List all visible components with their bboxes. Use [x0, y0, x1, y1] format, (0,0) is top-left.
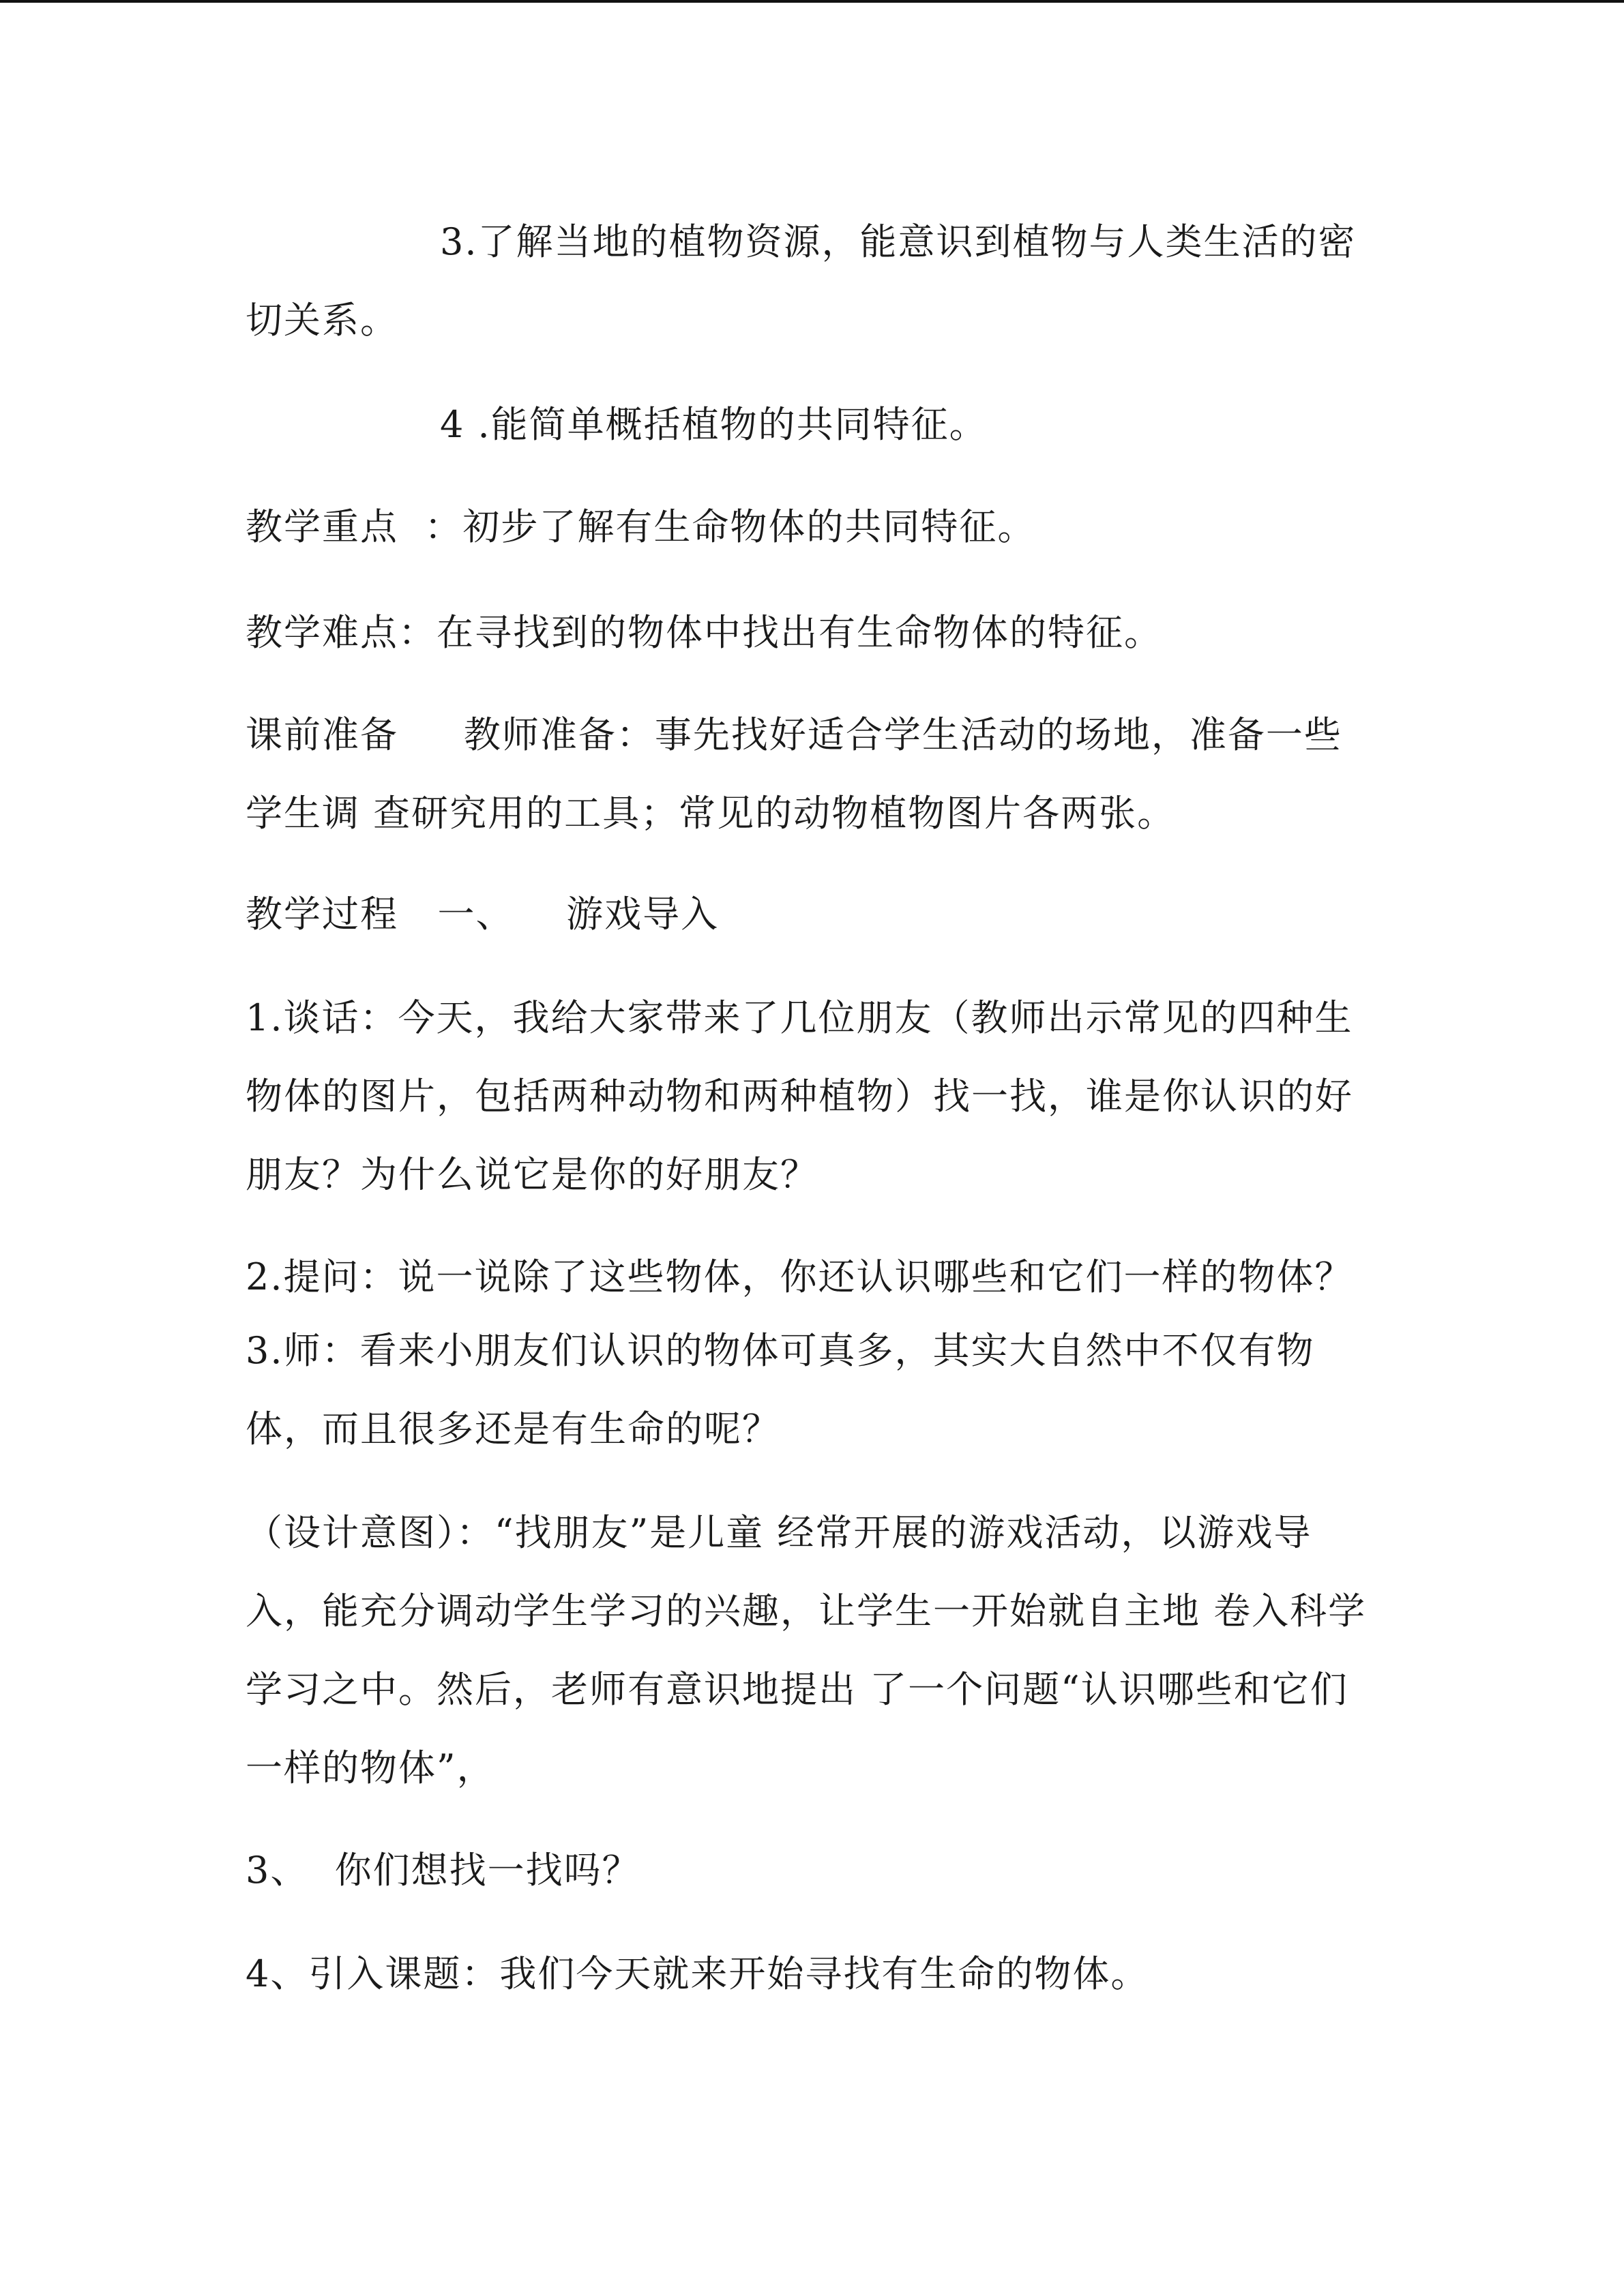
process-heading: 教学过程 一、 游戏导入: [246, 893, 720, 936]
design-intent-line-1: （设计意图）：“找朋友”是儿童 经常开展的游戏活动，以游戏导: [246, 1511, 1312, 1554]
objective-3-line-1: 3.了解当地的植物资源，能意识到植物与人类生活的密: [440, 220, 1357, 263]
step-3-line-2: 体，而且很多还是有生命的呢？: [246, 1407, 780, 1450]
step-2: 2.提问：说一说除了这些物体，你还认识哪些和它们一样的物体？: [246, 1255, 1353, 1298]
step-4-intro-topic: 4、引入课题：我们今天就来开始寻找有生命的物体。: [246, 1952, 1149, 1995]
step-3-question: 3、 你们想找一找吗？: [246, 1849, 640, 1892]
objective-4: 4 .能简单概括植物的共同特征。: [440, 403, 988, 446]
step-1-line-1: 1.谈话：今天，我给大家带来了几位朋友（教师出示常见的四种生: [246, 996, 1353, 1039]
teaching-difficulty: 教学难点：在寻找到的物体中找出有生命物体的特征。: [246, 611, 1162, 654]
objective-3-line-2: 切关系。: [246, 299, 398, 342]
design-intent-line-3: 学习之中。然后，老师有意识地提出 了一个问题“认识哪些和它们: [246, 1668, 1348, 1711]
design-intent-line-4: 一样的物体”，: [246, 1746, 495, 1789]
preparation-line-1: 课前准备 教师准备：事先找好适合学生活动的场地，准备一些: [246, 713, 1342, 756]
teaching-key-point: 教学重点 ：初步了解有生命物体的共同特征。: [246, 505, 1036, 548]
step-1-line-2: 物体的图片，包括两种动物和两种植物）找一找，谁是你认识的好: [246, 1075, 1353, 1118]
design-intent-line-2: 入，能充分调动学生学习的兴趣，让学生一开始就自主地 卷入科学: [246, 1590, 1367, 1632]
step-1-line-3: 朋友？为什么说它是你的好朋友？: [246, 1153, 818, 1196]
step-3-line-1: 3.师：看来小朋友们认识的物体可真多，其实大自然中不仅有物: [246, 1329, 1315, 1372]
preparation-line-2: 学生调 查研究用的工具；常见的动物植物图片各两张。: [246, 792, 1176, 835]
